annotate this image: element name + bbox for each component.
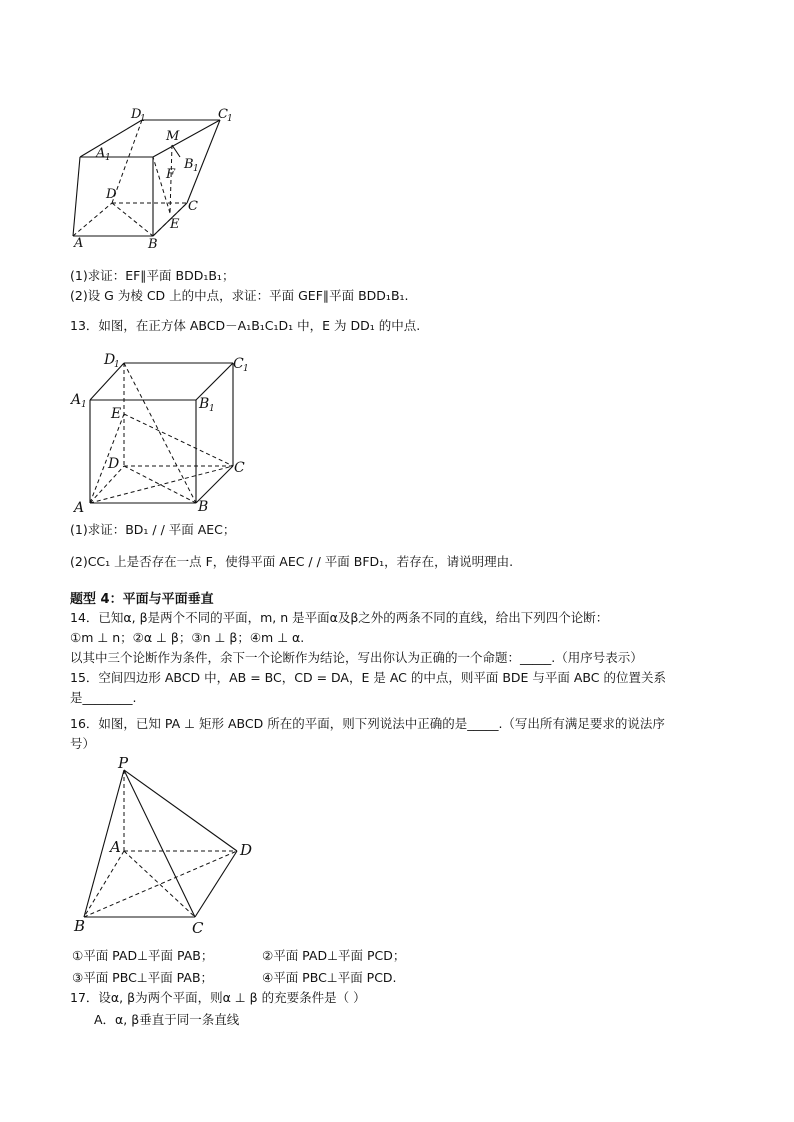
q16-pyramid-figure <box>70 754 270 939</box>
q12-figure-svg <box>60 100 233 260</box>
q13-label-d1: D <box>104 352 116 368</box>
q16-line2: 号） <box>70 736 96 751</box>
q13-label-e: E <box>111 406 122 422</box>
q12-label-d1: D <box>131 107 142 122</box>
q13-label-c: C <box>234 460 245 476</box>
q12-label-f: F <box>166 167 176 182</box>
q13-part1: (1)求证：BD₁ / / 平面 AEC； <box>70 522 236 537</box>
q13-label-d: D <box>108 456 120 472</box>
q16-label-c: C <box>192 919 204 937</box>
q12-label-b: B <box>148 237 158 252</box>
q14-line1: 14．已知α, β是两个不同的平面，m, n 是平面α及β之外的两条不同的直线，给出下列四个论断： <box>70 610 609 625</box>
q16-line1: 16．如图，已知 PA ⊥ 矩形 ABCD 所在的平面，则下列说法中正确的是_____.（写出所有满足要求的说法序 <box>70 716 665 731</box>
q13-label-c1: C <box>233 356 244 372</box>
q12-label-e: E <box>170 217 180 232</box>
q16-option-2: ②平面 PAD⊥平面 PCD； <box>262 948 406 963</box>
q13-label-b1-sub: 1 <box>209 404 215 414</box>
q13-stem: 13．如图，在正方体 ABCD－A₁B₁C₁D₁ 中，E 为 DD₁ 的中点. <box>70 318 421 333</box>
q16-label-d: D <box>240 841 253 859</box>
q13-label-b1: B <box>199 396 210 412</box>
q12-part1: (1)求证：EF∥平面 BDD₁B₁； <box>70 268 235 283</box>
q16-option-1: ①平面 PAD⊥平面 PAB； <box>72 948 214 963</box>
q13-figure-svg <box>66 348 266 518</box>
q17-stem: 17．设α, β为两个平面，则α ⊥ β 的充要条件是（ ） <box>70 990 366 1005</box>
q12-label-a1: A <box>96 146 106 161</box>
q13-label-b: B <box>198 499 209 515</box>
q16-figure-svg <box>70 754 270 939</box>
section-heading: 题型 4：平面与平面垂直 <box>70 592 214 607</box>
q17-option-a: A．α, β垂直于同一条直线 <box>94 1012 240 1027</box>
q12-parallelepiped-figure <box>60 100 233 260</box>
q12-label-b1-sub: 1 <box>193 164 199 174</box>
q16-label-b: B <box>74 917 86 935</box>
q13-label-c1-sub: 1 <box>243 364 249 374</box>
q13-label-a: A <box>74 500 85 516</box>
q12-label-b1: B <box>184 157 194 172</box>
q12-label-a: A <box>74 236 84 251</box>
q13-part2: (2)CC₁ 上是否存在一点 F，使得平面 AEC / / 平面 BFD₁，若存在，请说明理由. <box>70 554 514 569</box>
q16-label-p: P <box>118 754 129 772</box>
q12-label-c1: C <box>218 107 228 122</box>
q12-label-c: C <box>188 199 198 214</box>
q13-label-a1-sub: 1 <box>81 400 87 410</box>
q12-label-a1-sub: 1 <box>105 153 111 163</box>
q12-part2: (2)设 G 为棱 CD 上的中点，求证：平面 GEF∥平面 BDD₁B₁. <box>70 288 409 303</box>
q12-label-d1-sub: 1 <box>140 114 146 124</box>
q14-line2: ①m ⊥ n；②α ⊥ β；③n ⊥ β；④m ⊥ α. <box>70 630 305 645</box>
q12-label-d: D <box>106 187 117 202</box>
q13-cube-figure <box>66 348 266 518</box>
q16-label-a: A <box>110 838 121 856</box>
q13-label-a1: A <box>71 392 82 408</box>
q15-line1: 15．空间四边形 ABCD 中，AB = BC，CD = DA，E 是 AC 的中点，则平面 BDE 与平面 ABC 的位置关系 <box>70 670 666 685</box>
q12-label-c1-sub: 1 <box>227 114 233 124</box>
q13-label-d1-sub: 1 <box>114 360 120 370</box>
q16-option-3: ③平面 PBC⊥平面 PAB； <box>72 970 214 985</box>
q15-line2: 是________. <box>70 690 137 705</box>
q16-option-4: ④平面 PBC⊥平面 PCD. <box>262 970 397 985</box>
q14-line3: 以其中三个论断作为条件，余下一个论断作为结论，写出你认为正确的一个命题：_____.（用序号表示） <box>70 650 643 665</box>
q12-label-m: M <box>166 129 180 144</box>
